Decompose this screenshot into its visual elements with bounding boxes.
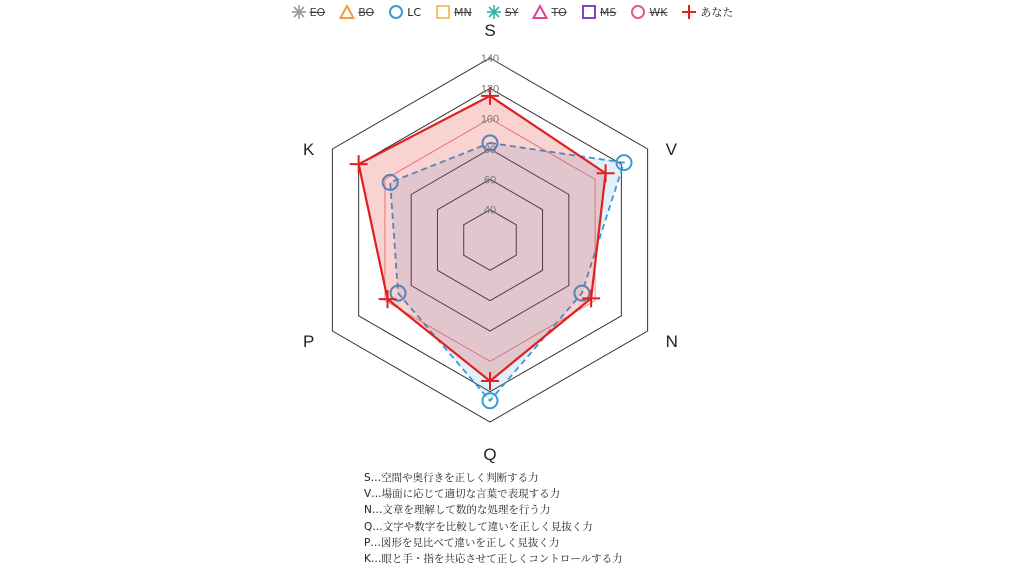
description-k: K…眼と手・指を共応させて正しくコントロールする力: [364, 553, 623, 566]
axis-label-N: N: [665, 332, 678, 351]
legend-label: SY: [504, 5, 519, 19]
tick-label-120: 120: [480, 83, 500, 96]
legend-label: TO: [551, 5, 567, 19]
legend-label: WK: [649, 5, 668, 19]
description-n: N…文章を理解して数的な処理を行う力: [364, 504, 551, 517]
legend-label: LC: [407, 5, 422, 19]
legend-label: BO: [358, 5, 375, 19]
axis-label-S: S: [484, 21, 496, 40]
tick-label-60: 60: [483, 174, 497, 187]
legend-label: MS: [599, 5, 617, 19]
description-q: Q…文字や数字を比較して違いを正しく見抜く力: [364, 520, 593, 533]
tick-label-80: 80: [483, 144, 497, 156]
legend-label: EO: [309, 5, 326, 19]
axis-label-Q: Q: [483, 445, 497, 464]
legend-label: あなた: [700, 6, 734, 19]
axis-label-P: P: [303, 332, 315, 351]
tick-label-100: 100: [480, 113, 500, 126]
description-v: V…場面に応じて適切な言葉で表現する力: [364, 488, 561, 501]
description-s: S…空間や奥行きを正しく判断する力: [364, 472, 539, 484]
axis-label-V: V: [665, 140, 677, 159]
series-area-あなた: [359, 96, 606, 381]
description-p: P…図形を見比べて違いを正しく見抜く力: [364, 536, 560, 549]
legend-label: MN: [454, 5, 472, 19]
tick-label-140: 140: [480, 53, 500, 65]
tick-label-40: 40: [483, 204, 497, 217]
axis-descriptions: [364, 470, 623, 567]
axis-label-K: K: [303, 140, 315, 159]
